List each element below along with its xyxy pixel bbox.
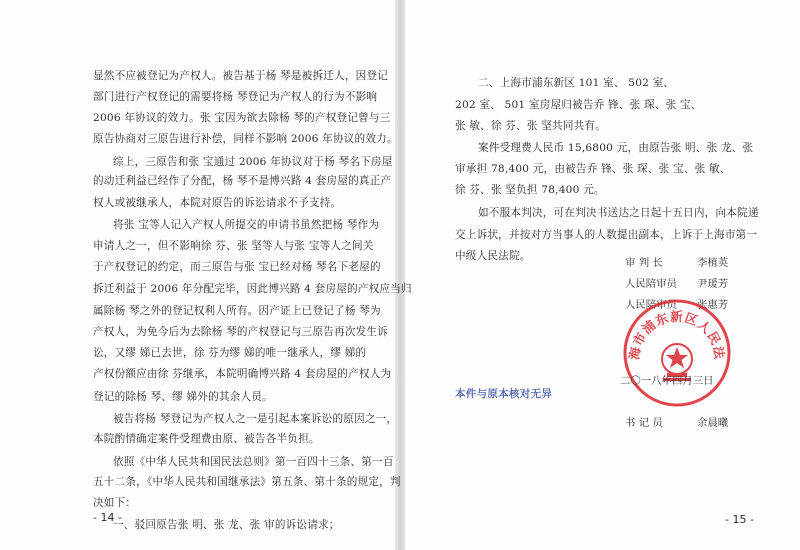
left-text-line: 权人或被继承人，本院对原告的诉讼请求不予支持。 — [93, 197, 342, 209]
right-text-line: 如不服本判决，可在判决书送达之日起十五日内，向本院递 — [478, 207, 759, 219]
left-text-line: 2006 年协议的效力。张 宝因为欲去除杨 琴的产权登记曾与三 — [93, 112, 391, 124]
left-text-line: 属除杨 琴之外的登记权利人所有。因产证上已登记了杨 琴为 — [93, 305, 381, 317]
presiding-judge-label: 审 判 长 — [625, 257, 663, 269]
left-text-line: 一、驳回原告张 明、张 龙、张 审的诉讼请求； — [113, 519, 340, 531]
left-page-number: - 14 - — [93, 511, 122, 524]
left-text-line: 本院酌情确定案件受理费由原、被告各半负担。 — [93, 433, 320, 445]
left-text-line: 产权份额应由徐 芬继承，本院明确博兴路 4 套房屋的产权人为 — [93, 368, 392, 380]
seal-text: 海市浦东新区人民法 — [626, 309, 728, 361]
juror-2-name: 张惠芳 — [697, 299, 729, 311]
right-text-line: 202 室、 501 室房屋归被告乔 锋、张 琛、张 宝、 — [455, 99, 702, 111]
left-text-line: 决如下： — [93, 497, 137, 509]
right-text-line: 二、上海市浦东新区 101 室、 502 室、 — [478, 77, 675, 89]
right-text-line: 中级人民法院。 — [455, 250, 531, 262]
clerk-name: 余晨曦 — [697, 417, 729, 429]
left-text-line: 讼，又缪 娣已去世，徐 芬为缪 娣的唯一继承人，缪 娣的 — [93, 347, 367, 359]
judgment-date: 二〇一八年四月三日 — [620, 375, 714, 387]
right-text-line: 审承担 78,400 元，由被告乔 锋、张 琛、张 宝、张 敏、 — [455, 163, 731, 175]
juror-1-label: 人民陪审员 — [625, 278, 677, 290]
left-text-line: 拆迁利益于 2006 年分配完毕，因此博兴路 4 套房屋的产权应当归 — [93, 283, 412, 295]
right-text-line: 张 敏、徐 芬、张 坚共同共有。 — [455, 120, 607, 132]
left-text-line: 产权人，为免今后为去除杨 琴的产权登记与三原告再次发生诉 — [93, 326, 388, 338]
certification-stamp: 本件与原本核对无异 — [455, 388, 553, 400]
right-text-line: 案件受理费人民币 15,6800 元，由原告张 明、张 龙、张 — [478, 142, 754, 154]
left-text-line: 五十二条，《中华人民共和国继承法》第五条、第十条的规定，判 — [93, 476, 401, 488]
left-text-line: 显然不应被登记为产权人。被告基于杨 琴是被拆迁人，因登记 — [93, 70, 388, 82]
left-text-line: 于产权登记的约定，而三原告与张 宝已经对杨 琴名下老屋的 — [93, 261, 381, 273]
court-seal — [621, 297, 733, 409]
left-text-line: 的动迁利益已经作了分配，杨 琴不是博兴路 4 套房屋的真正产 — [93, 175, 392, 187]
presiding-judge-name: 李植英 — [697, 257, 729, 269]
juror-2-label: 人民陪审员 — [625, 299, 677, 311]
right-text-line: 交上诉状，并按对方当事人的人数提出副本，上诉于上海市第一 — [455, 229, 758, 241]
book-gutter — [395, 0, 405, 550]
left-text-line: 依照《中华人民共和国民法总则》第一百四十三条、第一百 — [113, 456, 394, 468]
left-text-line: 登记的除杨 琴、缪 娣外的其余人员。 — [93, 391, 273, 403]
clerk-label: 书 记 员 — [625, 417, 663, 429]
left-text-line: 原告协商对三原告进行补偿，同样不影响 2006 年协议的效力。 — [93, 133, 398, 145]
left-text-line: 综上，三原告和张 宝通过 2006 年协议对于杨 琴名下房屋 — [113, 156, 393, 168]
right-page-number: - 15 - — [725, 513, 754, 526]
left-text-line: 被告将杨 琴登记为产权人之一是引起本案诉讼的原因之一， — [113, 413, 398, 425]
left-text-line: 将张 宝等人记入产权人所提交的申请书虽然把杨 琴作为 — [113, 219, 380, 231]
left-text-line: 部门进行产权登记的需要将杨 琴登记为产权人的行为不影响 — [93, 91, 378, 103]
court-seal-graphic — [621, 297, 733, 409]
juror-1-name: 尹瑗芳 — [697, 278, 729, 290]
left-text-line: 申请人之一，但不影响徐 芬、张 坚等人与张 宝等人之间关 — [93, 240, 374, 252]
right-text-line: 徐 芬、张 坚负担 78,400 元。 — [455, 184, 605, 196]
svg-text:上海市浦东新区人民法院 — [621, 297, 727, 361]
